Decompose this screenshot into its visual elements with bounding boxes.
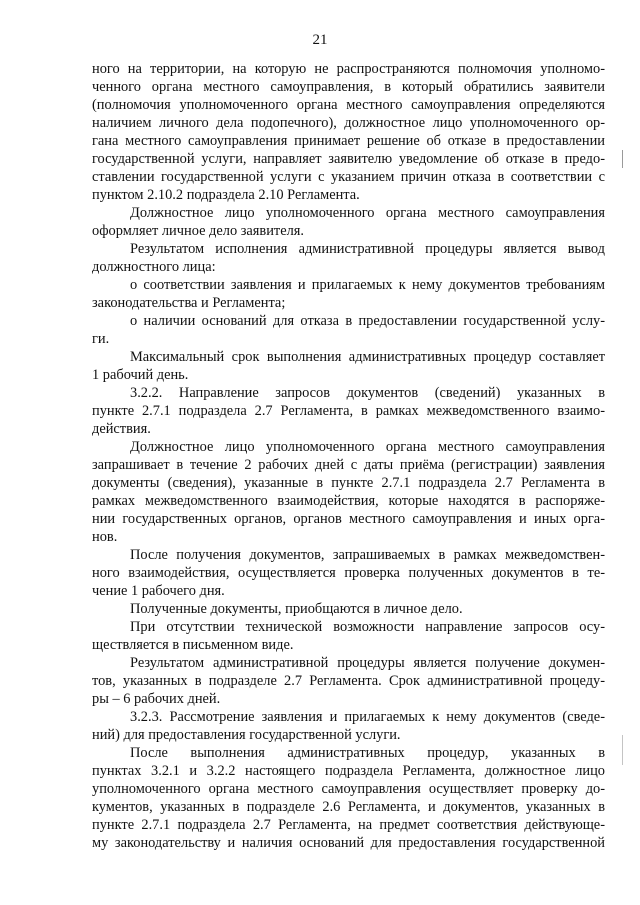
text-line: После выполнения административных процедур, указанных в (130, 745, 605, 761)
text-line: уполномоченного органа местного самоуправления осуществляет проверку до- (92, 781, 605, 797)
text-line: Результатом исполнения административной процедуры является вывод (130, 241, 605, 257)
page-number: 21 (312, 32, 328, 48)
section-heading-line: 3.2.2. Направление запросов документов (сведений) указанных в (130, 385, 605, 401)
text-line: запрашивает в течение 2 рабочих дней с даты приёма (регистрации) заявления (92, 457, 605, 473)
text-line: о соответствии заявления и прилагаемых к нему документов требованиям (130, 277, 605, 293)
text-line: ги. (92, 331, 110, 347)
text-line: наличием личного дела подопечного), должностное лицо уполномоченного ор- (92, 115, 605, 131)
section-heading-line: 3.2.3. Рассмотрение заявления и прилагаемых к нему документов (сведе- (130, 709, 605, 725)
text-line: должностного лица: (92, 259, 216, 275)
text-line: После получения документов, запрашиваемых в рамках межведомствен- (130, 547, 605, 563)
text-line: нии государственных органов, органов местного самоуправления и иных орга- (92, 511, 605, 527)
text-line: пунктах 3.2.1 и 3.2.2 настоящего подраздела Регламента, должностное лицо (92, 763, 605, 779)
text-line: Результатом административной процедуры является получение докумен- (130, 655, 605, 671)
text-line: (полномочия уполномоченного органа местного самоуправления определяются (92, 97, 605, 113)
text-line: государственной услуги, направляет заявителю уведомление об отказе в предо- (92, 151, 605, 167)
text-line: ний) для предоставления государственной услуги. (92, 727, 401, 743)
text-line: документы (сведения), указанные в пункте 2.7.1 подраздела 2.7 Регламента в (92, 475, 605, 491)
text-line: действия. (92, 421, 151, 437)
text-line: тов, указанных в подразделе 2.7 Регламента. Срок административной процеду- (92, 673, 605, 689)
text-line: ставлении государственной услуги с указанием причин отказа в соответствии с (92, 169, 605, 185)
text-line: му законодательству и наличия оснований для предоставления государственной (92, 835, 605, 851)
text-line: Должностное лицо уполномоченного органа местного самоуправления (130, 205, 605, 221)
text-line: чение 1 рабочего дня. (92, 583, 225, 599)
text-line: ры – 6 рабочих дней. (92, 691, 221, 707)
text-line: кументов, указанных в подразделе 2.6 Регламента, и документов, указанных в (92, 799, 605, 815)
text-line: рамках межведомственного взаимодействия, которые находятся в распоряже- (92, 493, 605, 509)
text-line: При отсутствии технической возможности направление запросов осу- (130, 619, 605, 635)
text-line: ченного органа местного самоуправления, в который обратились заявители (92, 79, 605, 95)
text-line: о наличии оснований для отказа в предоставлении государственной услу- (130, 313, 605, 329)
text-line: Максимальный срок выполнения административных процедур составляет (130, 349, 605, 365)
text-line: ного взаимодействия, осуществляется проверка полученных документов в те- (92, 565, 605, 581)
text-line: нов. (92, 529, 118, 545)
text-line: пункте 2.7.1 подраздела 2.7 Регламента, на предмет соответствия действующе- (92, 817, 605, 833)
text-line: пункте 2.7.1 подраздела 2.7 Регламента, в рамках межведомственного взаимо- (92, 403, 605, 419)
text-line: оформляет личное дело заявителя. (92, 223, 304, 239)
scan-artifact (622, 735, 623, 765)
text-line: ществляется в письменном виде. (92, 637, 294, 653)
text-line: ного на территории, на которую не распространяются полномочия уполномо- (92, 61, 605, 77)
text-line: законодательства и Регламента; (92, 295, 286, 311)
text-line: Полученные документы, приобщаются в личное дело. (130, 601, 463, 617)
text-line: гана местного самоуправления принимает решение об отказе в предоставлении (92, 133, 605, 149)
text-line: пунктом 2.10.2 подраздела 2.10 Регламента. (92, 187, 360, 203)
text-line: Должностное лицо уполномоченного органа местного самоуправления (130, 439, 605, 455)
scan-artifact (622, 150, 623, 168)
text-line: 1 рабочий день. (92, 367, 189, 383)
